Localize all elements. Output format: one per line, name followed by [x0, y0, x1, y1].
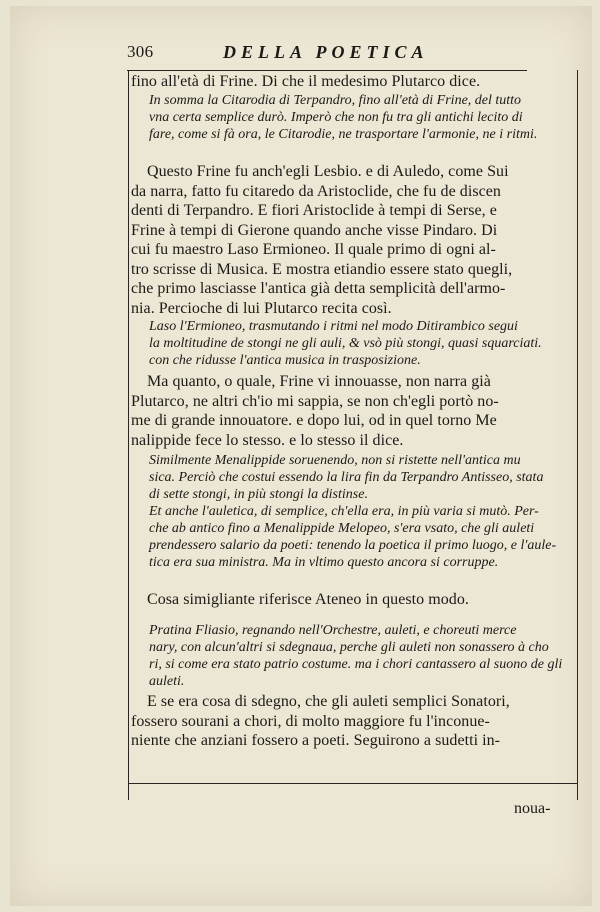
text-line: niente che anziani fossero a poeti. Seguirono a sudetti in- [131, 732, 501, 749]
italic-quotation [129, 622, 577, 690]
text-line: sica. Perciò che costui essendo la lira fin da Terpandro Antisseo, stata [149, 470, 544, 485]
italic-quotation [129, 452, 577, 571]
bottom-rule [128, 783, 578, 784]
text-line: Et anche l'auletica, di semplice, ch'ella era, in più varia si mutò. Per- [149, 504, 539, 519]
text-paragraph [129, 72, 577, 92]
text-line: Pratina Fliasio, regnando nell'Orchestre, auleti, e choreuti merce [149, 623, 517, 638]
text-line: fossero sourani a chori, di molto maggiore fu l'inconue- [131, 712, 490, 730]
text-line: prendessero salario da poeti: tenendo la poetica il primo luogo, e l'aule- [149, 538, 557, 553]
text-line: tica era sua ministra. Ma in vltimo questo ancora si corruppe. [149, 555, 499, 570]
text-line: auleti. [149, 674, 185, 689]
text-line: Questo Frine fu anch'egli Lesbio. e di Auledo, come Sui [147, 163, 509, 180]
text-paragraph [129, 372, 577, 450]
text-line: Plutarco, ne altri ch'io mi sappia, se non ch'egli portò no- [131, 392, 499, 410]
text-line: Cosa simigliante riferisce Ateneo in questo modo. [147, 591, 469, 608]
text-line: da narra, fatto fu citaredo da Aristoclide, che fu de discen [131, 182, 501, 200]
text-line: Laso l'Ermioneo, trasmutando i ritmi nel modo Ditirambico segui [149, 319, 518, 334]
text-paragraph [129, 590, 577, 610]
text-line: che primo lasciasse l'antica già detta semplicità dell'armo- [131, 280, 506, 297]
italic-quotation [129, 318, 577, 369]
text-line: In somma la Citarodia di Terpandro, fino all'età di Frine, del tutto [149, 93, 522, 108]
text-line: tro scrisse di Musica. E mostra etiandio essere stato quegli, [131, 260, 513, 278]
running-head [127, 42, 527, 71]
text-line: nalippide fece lo stesso. e lo stesso il dice. [131, 431, 404, 449]
text-line: E se era cosa di sdegno, che gli auleti semplici Sonatori, [147, 693, 510, 710]
text-line: che ab antico fino a Menalippide Melopeo, s'era vsato, che gli auleti [149, 521, 535, 536]
book-page [10, 6, 592, 906]
running-title: DELLA POETICA [223, 42, 429, 62]
catchword: noua- [514, 800, 551, 817]
text-line: nia. Percioche di lui Plutarco recita così. [131, 299, 392, 317]
text-line: ri, si come era stato patrio costume. ma i chori cantassero al suono de gli [149, 657, 563, 672]
page-number: 306 [127, 42, 154, 61]
text-line: la moltitudine de stongi ne gli auli, & vsò più stongi, quasi squarciati. [149, 336, 542, 351]
text-line: Similmente Menalippide soruenendo, non si ristette nell'antica mu [149, 453, 521, 468]
text-line: di sette stongi, in più stongi la distinse. [149, 487, 368, 502]
text-line: con che ridusse l'antica musica in trasposizione. [149, 353, 421, 368]
italic-quotation [129, 92, 577, 143]
text-line: cui fu maestro Laso Ermioneo. Il quale primo di ogni al- [131, 241, 496, 258]
text-line: vna certa semplice durò. Imperò che non fu tra gli antichi lecito di [149, 110, 523, 125]
text-line: Ma quanto, o quale, Frine vi innouasse, non narra già [147, 373, 491, 390]
text-line: fare, come si fà ora, le Citarodie, ne trasportare l'armonie, ne i ritmi. [149, 127, 538, 142]
text-paragraph [129, 162, 577, 318]
text-line: nary, con alcun'altri si sdegnaua, perche gli auleti non sonassero à cho [149, 640, 549, 655]
text-column [128, 70, 578, 800]
text-line: Frine à tempi di Gierone quando anche visse Pindaro. Di [131, 221, 498, 239]
text-line: fino all'età di Frine. Di che il medesimo Plutarco dice. [131, 73, 481, 90]
text-line: denti di Terpandro. E fiori Aristoclide à tempi di Serse, e [131, 202, 497, 219]
text-line: me di grande innouatore. e dopo lui, od in quel torno Me [131, 412, 497, 429]
text-paragraph [129, 692, 577, 751]
